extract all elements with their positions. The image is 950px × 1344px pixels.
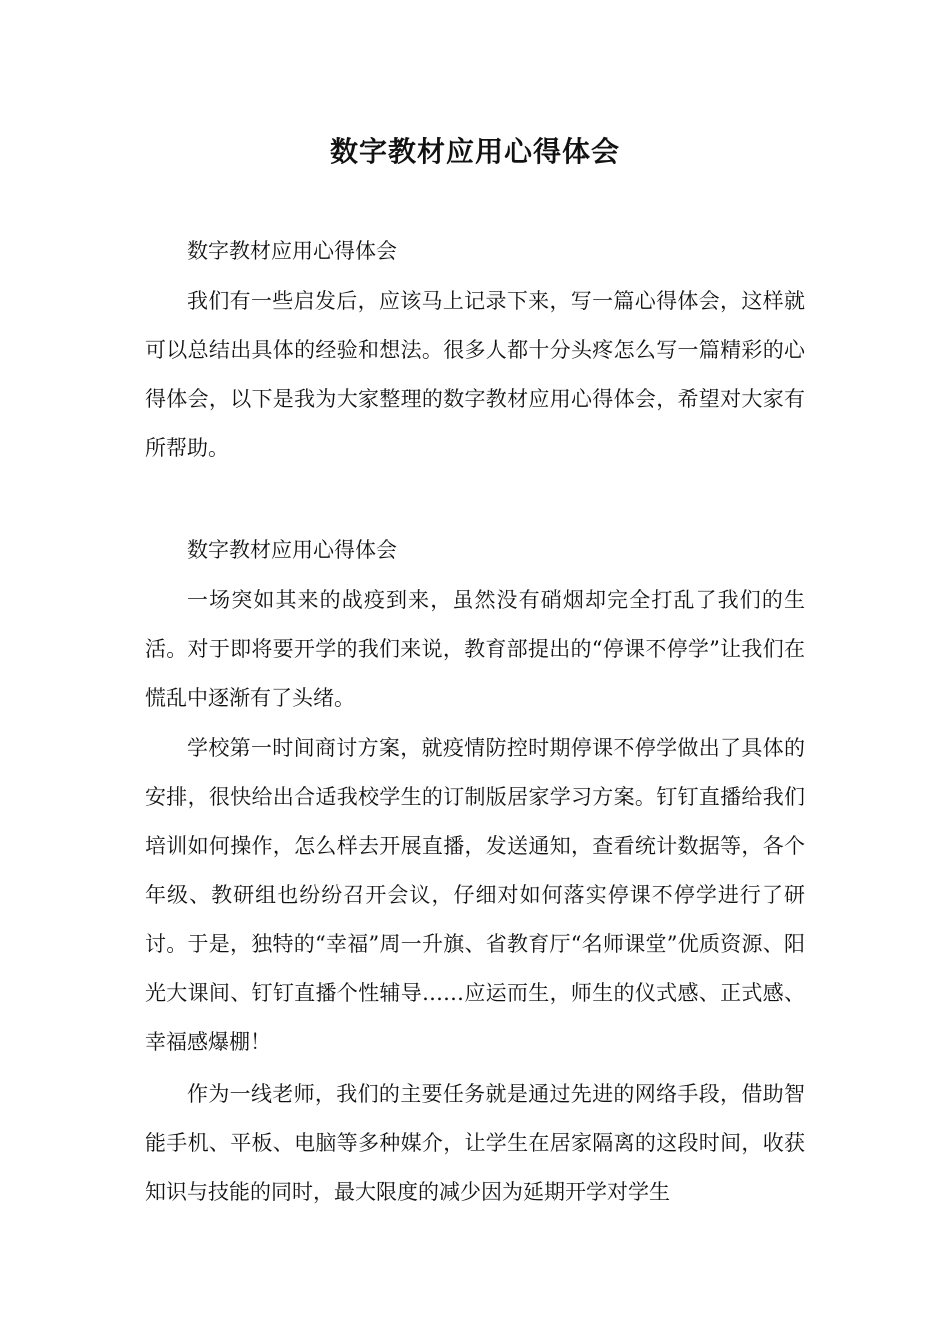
body-paragraph: 学校第一时间商讨方案，就疫情防控时期停课不停学做出了具体的安排，很快给出合适我校学生的订制版居家学习方案。钉钉直播给我们培训如何操作，怎么样去开展直播，发送通知，查看统计数据等，各个年级、教研组也纷纷召开会议，仔细对如何落实停课不停学进行了研讨。于是，独特的“幸福”周一升旗、省教育厅“名师课堂”优质资源、阳光大课间、钉钉直播个性辅导……应运而生，师生的仪式感、正式感、幸福感爆棚！ — [145, 736, 805, 1054]
document-title: 数字教材应用心得体会 — [329, 135, 620, 168]
body-paragraph: 作为一线老师，我们的主要任务就是通过先进的网络手段，借助智能手机、平板、电脑等多种媒介，让学生在居家隔离的这段时间，收获知识与技能的同时，最大限度的减少因为延期开学对学生 — [145, 1082, 805, 1204]
intro-paragraph: 我们有一些启发后，应该马上记录下来，写一篇心得体会，这样就可以总结出具体的经验和想法。很多人都十分头疼怎么写一篇精彩的心得体会，以下是我为大家整理的数字教材应用心得体会，希望对大家有所帮助。 — [145, 289, 805, 460]
section-heading: 数字教材应用心得体会 — [187, 239, 397, 263]
section-heading: 数字教材应用心得体会 — [187, 538, 397, 562]
body-paragraph: 一场突如其来的战疫到来，虽然没有硝烟却完全打乱了我们的生活。对于即将要开学的我们来说，教育部提出的“停课不停学”让我们在慌乱中逐渐有了头绪。 — [145, 588, 805, 710]
